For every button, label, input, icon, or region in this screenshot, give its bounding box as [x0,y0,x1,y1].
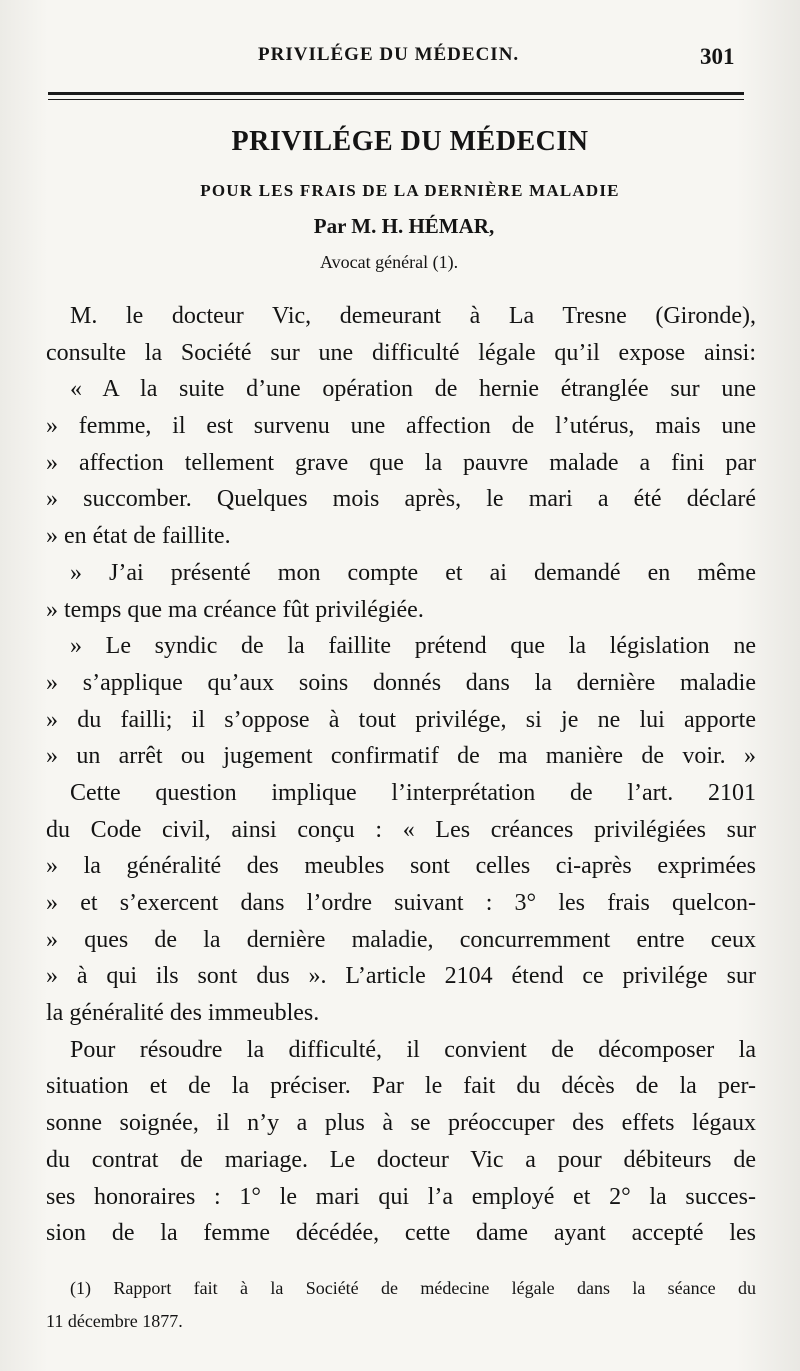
author-affiliation: Avocat général (1). [320,252,459,272]
text-line: » succomber. Quelques mois après, le mari a été déclaré [46,486,756,513]
text-line: » un arrêt ou jugement confirmatif de ma manière de voir. » [46,743,756,770]
text-line: » temps que ma créance fût privilégiée. [46,596,424,623]
article-byline: Par M. H. HÉMAR, [313,214,495,238]
text-line: sonne soignée, il n’y a plus à se préoccuper des effets légaux [46,1110,756,1137]
text-line: » Le syndic de la faillite prétend que la législation ne [70,633,756,660]
text-line: » la généralité des meubles sont celles ci-après exprimées [46,853,756,880]
text-line: M. le docteur Vic, demeurant à La Tresne (Gironde), [70,303,756,329]
running-title: PRIVILÉGE DU MÉDECIN. [258,44,520,65]
text-line: » ques de la dernière maladie, concurremment entre ceux [46,926,756,953]
text-line: consulte la Société sur une difficulté légale qu’il expose ainsi: [46,339,756,366]
page-number: 301 [700,44,735,69]
article-title: PRIVILÉGE DU MÉDECIN [231,126,589,157]
text-line: Pour résoudre la difficulté, il convient de décomposer la [70,1036,756,1063]
text-line: du contrat de mariage. Le docteur Vic a pour débiteurs de [46,1146,756,1173]
text-line: situation et de la préciser. Par le fait du décès de la per- [46,1073,756,1100]
text-line: » femme, il est survenu une affection de l’utérus, mais une [46,413,756,440]
text-line: » à qui ils sont dus ». L’article 2104 étend ce privilége sur [46,963,756,990]
text-line: » J’ai présenté mon compte et ai demandé en même [70,559,756,586]
header-rule-thin [48,99,744,100]
footnote-line: (1) Rapport fait à la Société de médecine légale dans la séance du [70,1278,756,1298]
footnote-line: 11 décembre 1877. [46,1311,183,1331]
header-rule-thick [48,92,744,95]
text-line: ses honoraires : 1° le mari qui l’a employé et 2° la succes- [46,1183,756,1210]
footnote [46,1272,756,1338]
text-line: » affection tellement grave que la pauvre malade a fini par [46,449,756,476]
text-line: » s’applique qu’aux soins donnés dans la dernière maladie [46,669,756,696]
text-line: du Code civil, ainsi conçu : « Les créances privilégiées sur [46,816,756,843]
article-body [46,298,756,1252]
text-line: « A la suite d’une opération de hernie étranglée sur une [70,376,756,403]
article-subtitle: POUR LES FRAIS DE LA DERNIÈRE MALADIE [200,181,620,200]
text-line: » en état de faillite. [46,523,231,550]
text-line: sion de la femme décédée, cette dame ayant accepté les [46,1220,756,1247]
text-line: la généralité des immeubles. [46,1000,320,1027]
text-line: » du failli; il s’oppose à tout privilége, si je ne lui apporte [46,706,756,733]
text-line: » et s’exercent dans l’ordre suivant : 3° les frais quelcon- [46,890,756,916]
running-head [0,40,800,76]
text-line: Cette question implique l’interprétation de l’art. 2101 [70,779,756,806]
